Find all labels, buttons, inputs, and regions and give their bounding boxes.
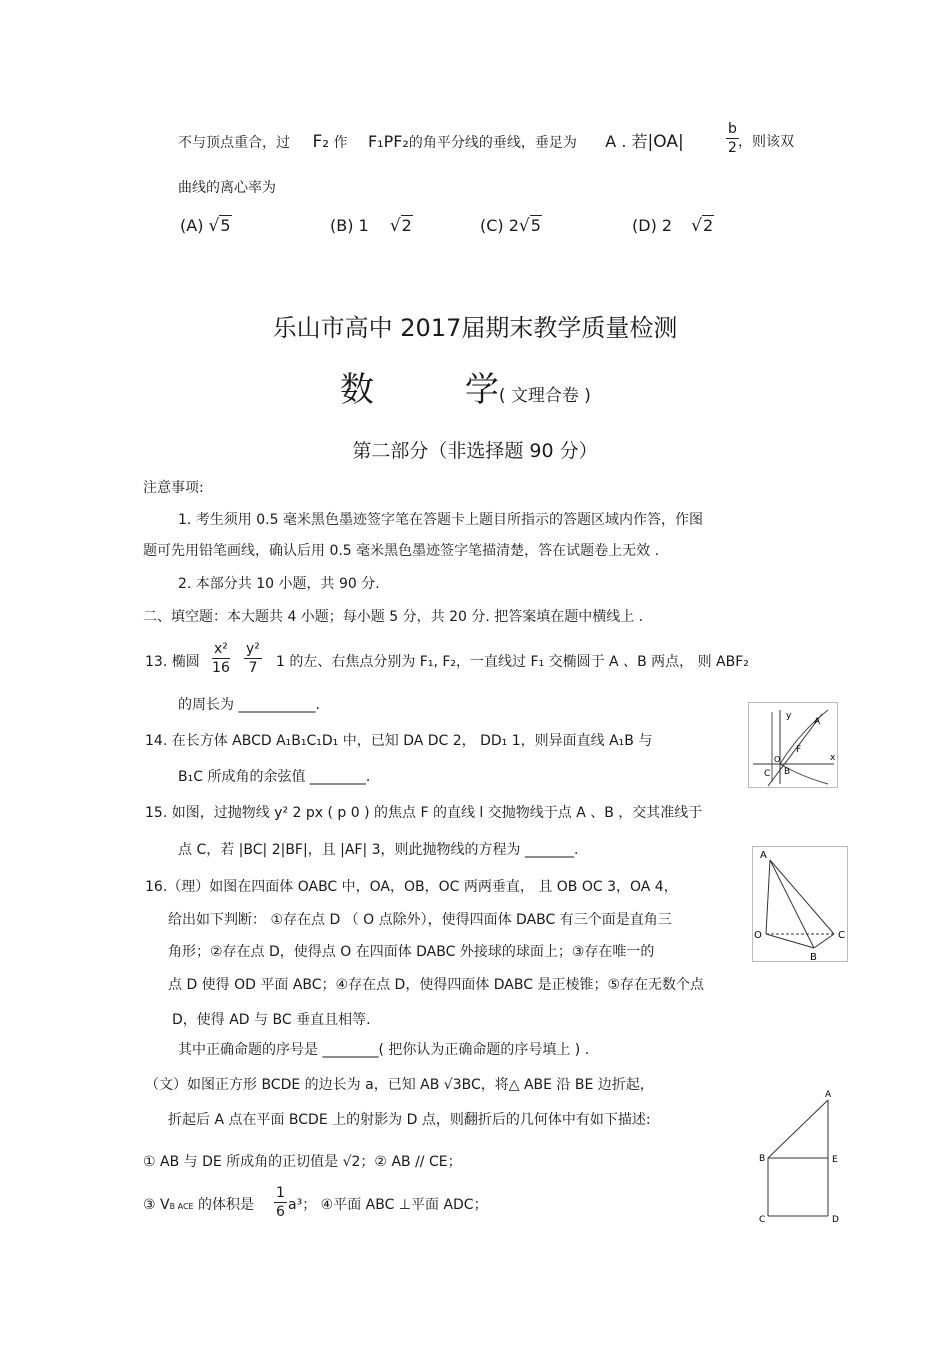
q16-line3: 角形；②存在点 D，使得点 O 在四面体 DABC 外接球的球面上；③存在唯一的 (168, 944, 655, 960)
option-a (180, 216, 232, 236)
label-b: B (784, 767, 791, 777)
q13-line1 (145, 652, 200, 672)
q13-frac-x (212, 640, 230, 677)
q16-line5: D，使得 AD 与 BC 垂直且相等. (172, 1012, 371, 1028)
part-title: 第二部分（非选择题 90 分） (352, 440, 598, 462)
q16-line2: 给出如下判断： ①存在点 D （ O 点除外），使得四面体 DABC 有三个面是直角三 (168, 912, 672, 928)
text: 作 (333, 135, 348, 151)
label-a: A (814, 717, 821, 727)
q16-wen-line3: ① AB 与 DE 所成角的正切值是 √2；② AB // CE； (143, 1154, 462, 1170)
edge-ob (766, 934, 814, 948)
q13-line1-rest: 1 的左、右焦点分别为 F₁, F₂，一直线过 F₁ 交椭圆于 A 、B 两点， 则 ABF₂ (276, 654, 749, 670)
sqrt: √2 (389, 216, 412, 236)
sqrt: √5 (208, 216, 231, 236)
label-o: O (754, 930, 762, 941)
q16-line6: 其中正确命题的序号是 ________( 把你认为正确命题的序号填上 ) . (178, 1042, 590, 1058)
tetrahedron-figure (752, 846, 848, 962)
subject-title (340, 362, 591, 411)
text: ③ V (143, 1197, 170, 1213)
q16-wen-line2: 折起后 A 点在平面 BCDE 上的射影为 D 点，则翻折后的几何体中有如下描述: (168, 1112, 651, 1128)
square-fold-figure (756, 1086, 846, 1224)
label-b: B (810, 952, 817, 962)
label-c: C (838, 930, 845, 941)
edge-bc (814, 934, 834, 948)
frac-num: b (728, 121, 737, 137)
q16-wen-line4 (143, 1195, 254, 1217)
frac-num: x² (214, 641, 228, 657)
text: A . 若 (605, 132, 648, 151)
text: 的体积是 (198, 1197, 255, 1213)
frac-den: 2 (727, 140, 737, 156)
q-number: 13. (145, 654, 168, 670)
label-d: D (832, 1215, 839, 1224)
label-o: O (774, 755, 781, 764)
option-label: (D) 2 (632, 216, 673, 235)
frac-den: 16 (212, 660, 230, 676)
sqrt-val: 5 (220, 216, 231, 235)
note-1b: 题可先用铅笔画线，确认后用 0.5 毫米黑色墨迹签字笔描清楚，答在试题卷上无效 . (143, 543, 660, 559)
subject-char: 学 (464, 370, 499, 410)
sqrt-val: 5 (530, 216, 541, 235)
q12-line1-end (738, 132, 794, 152)
sqrt: √5 (518, 216, 541, 236)
label-c: C (759, 1215, 766, 1224)
q13-frac-y (244, 640, 262, 677)
q15-line1: 15. 如图，过抛物线 y² 2 px ( p 0 ) 的焦点 F 的直线 l 交抛物线于点 A 、B ，交其准线于 (145, 805, 703, 821)
text: |OA| (647, 132, 684, 152)
option-label: (B) 1 (330, 216, 369, 235)
text: F₂ (312, 132, 330, 152)
frac-num: 1 (276, 1185, 285, 1201)
q14-line2: B₁C 所成角的余弦值 ________. (178, 769, 371, 785)
label-x: x (830, 753, 836, 763)
q16-line1: 16.（理）如图在四面体 OABC 中，OA，OB，OC 两两垂直， 且 OB OC 3，OA 4， (145, 879, 678, 895)
q16-wen-line4-rest: a³； ④平面 ABC ⊥平面 ADC； (288, 1197, 488, 1213)
label-f: F (796, 745, 802, 755)
text: 椭圆 (171, 654, 200, 670)
q16-frac (274, 1184, 287, 1221)
frac-den: 7 (248, 660, 258, 676)
subject-note: ( 文理合卷 ) (498, 386, 591, 406)
note-2: 2. 本部分共 10 小题，共 90 分. (178, 576, 380, 592)
sqrt-val: 2 (401, 216, 412, 235)
q16-wen-line1: （文）如图正方形 BCDE 的边长为 a，已知 AB √3BC，将△ ABE 沿 BE 边折起， (145, 1077, 654, 1093)
label-a: A (760, 850, 767, 861)
edge-ab (768, 1100, 828, 1158)
text: ，则该双 (738, 134, 794, 150)
q12-fraction (726, 120, 739, 157)
sqrt-val: 2 (703, 216, 714, 235)
option-b (330, 216, 413, 236)
q14-line1: 14. 在长方体 ABCD A₁B₁C₁D₁ 中，已知 DA DC 2， DD₁ 1，则异面直线 A₁B 与 (145, 733, 653, 749)
section-2-heading: 二、填空题：本大题共 4 小题；每小题 5 分，共 20 分. 把答案填在题中横线上 . (143, 609, 644, 625)
subscript: B ACE (169, 1202, 194, 1211)
edge-ao (766, 860, 770, 934)
label-e: E (832, 1155, 838, 1165)
option-label: (A) (180, 216, 204, 235)
q16-line4: 点 D 使得 OD 平面 ABC；④存在点 D，使得四面体 DABC 是正棱锥；⑤存在无数个点 (168, 977, 705, 993)
label-y: y (786, 711, 792, 721)
option-label: (C) 2 (480, 216, 519, 235)
parabola-figure (748, 702, 838, 788)
q12-line2: 曲线的离心率为 (178, 180, 276, 196)
label-b: B (759, 1154, 766, 1164)
q15-line2: 点 C，若 |BC| 2|BF|，且 |AF| 3，则此抛物线的方程为 _______. (178, 842, 579, 858)
text: 的角平分线的垂线，垂足为 (408, 135, 577, 151)
q12-line1 (178, 132, 684, 153)
label-a: A (825, 1090, 832, 1100)
text: 不与顶点重合，过 (178, 135, 290, 151)
note-1a: 1. 考生须用 0.5 毫米黑色墨迹签字笔在答题卡上题目所指示的答题区域内作答，作图 (178, 512, 703, 528)
label-c: C (764, 769, 771, 779)
sqrt: √2 (691, 216, 714, 236)
exam-title: 乐山市高中 2017届期末教学质量检测 (272, 314, 678, 342)
q13-line2: 的周长为 ___________. (178, 697, 320, 713)
frac-num: y² (246, 641, 260, 657)
text: F₁PF₂ (367, 132, 409, 151)
subject-char: 数 (340, 370, 374, 410)
option-d (632, 216, 714, 236)
option-c (480, 216, 542, 236)
frac-den: 6 (276, 1204, 285, 1220)
notes-heading: 注意事项: (143, 480, 204, 496)
